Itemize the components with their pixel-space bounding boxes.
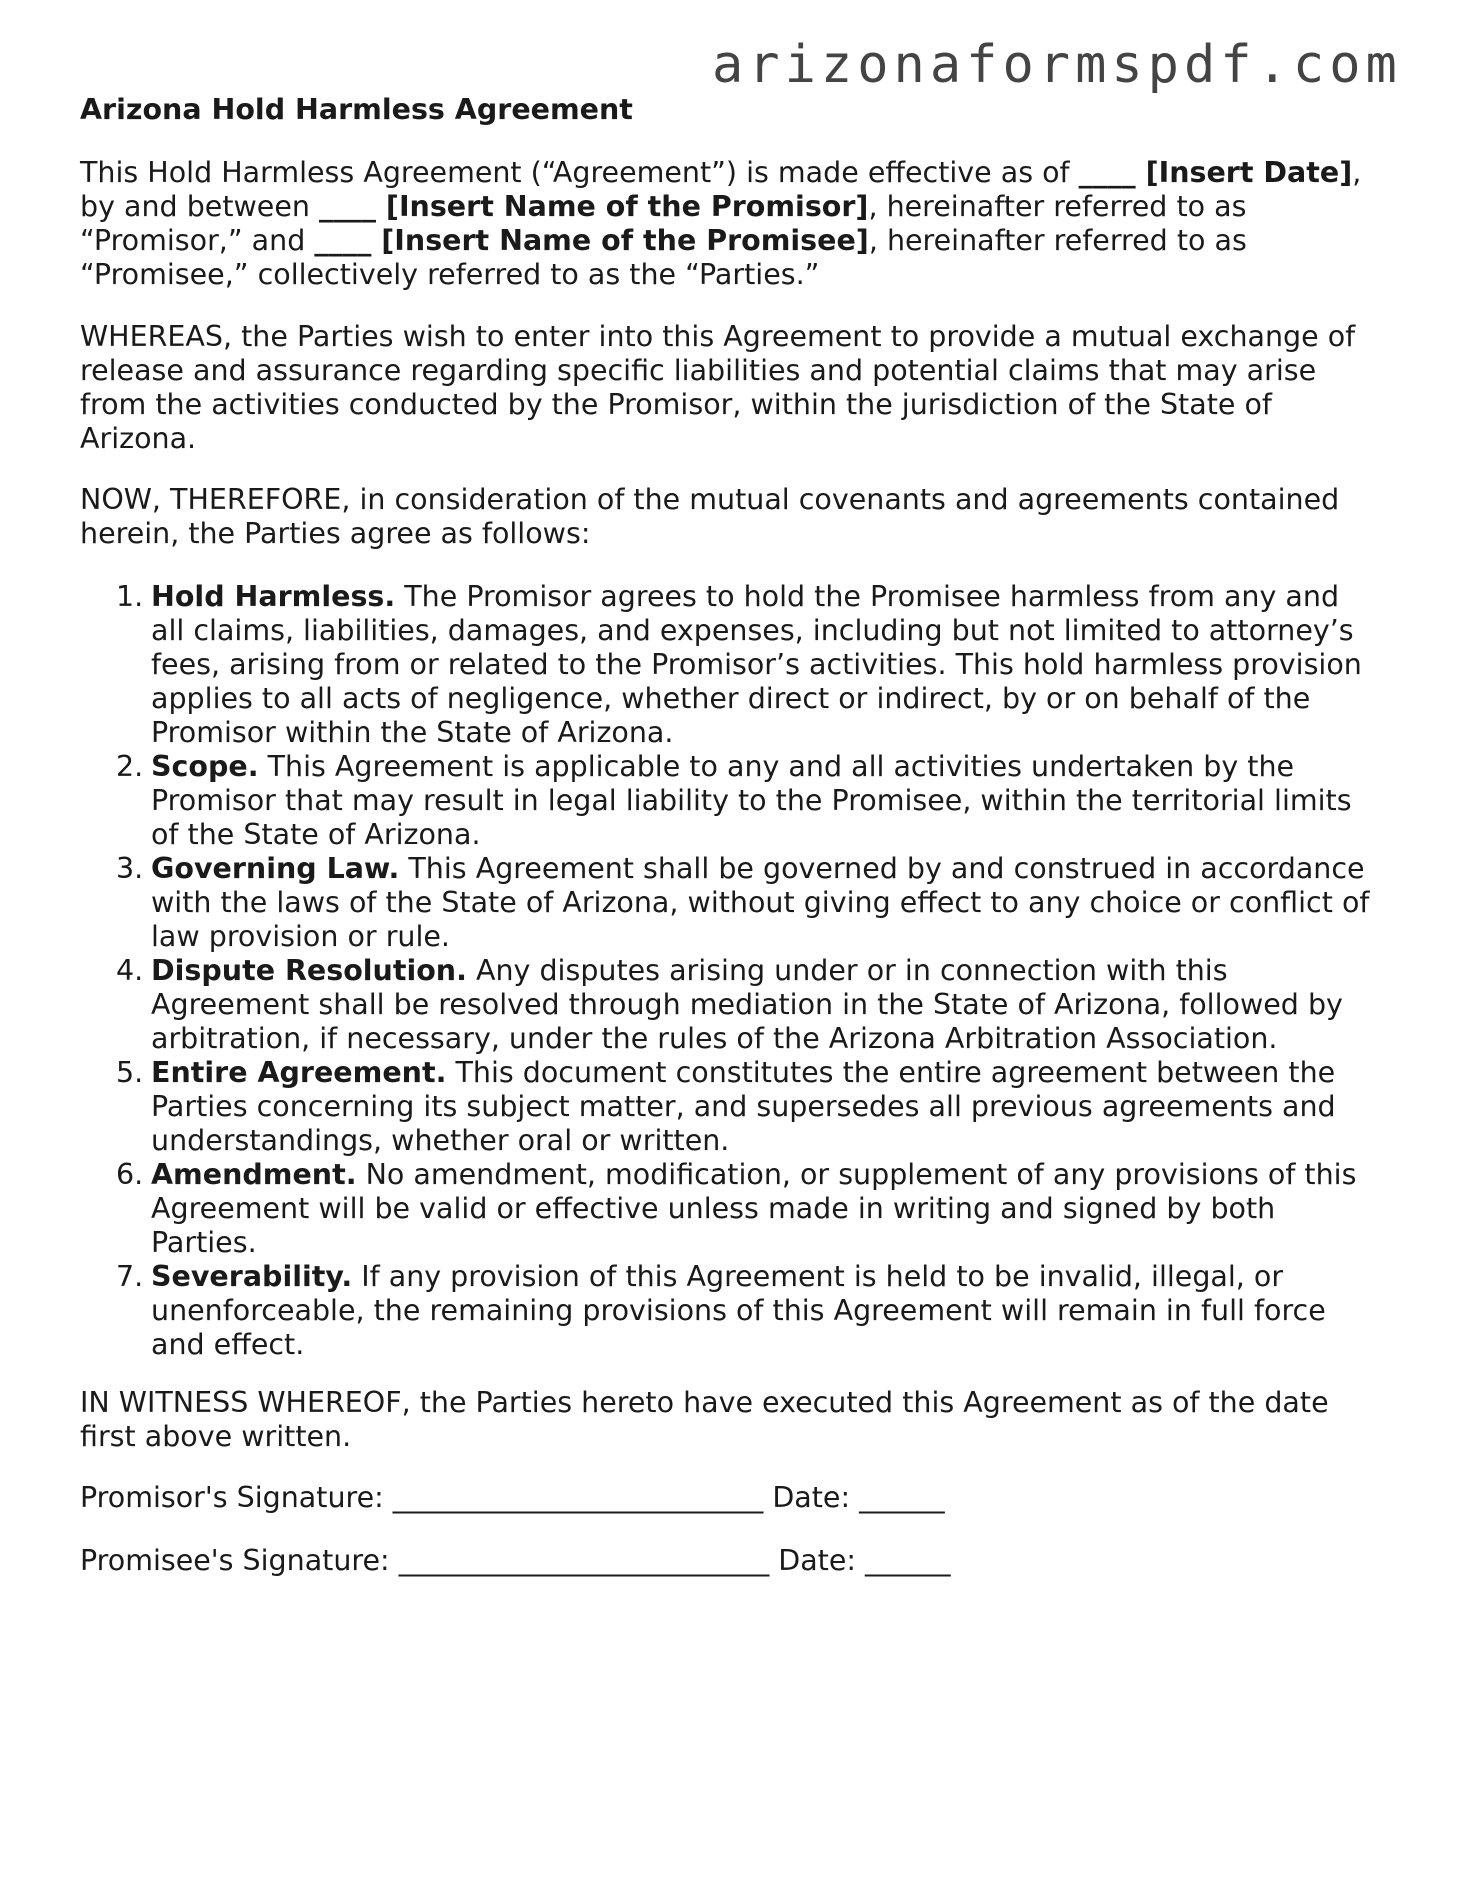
intro-text-2: , by and between [80, 156, 1362, 223]
clause-item [80, 750, 1380, 852]
clause-item [80, 580, 1380, 750]
clause-list [80, 580, 1380, 1362]
witness-paragraph: IN WITNESS WHEREOF, the Parties hereto have executed this Agreement as of the date first above written. [80, 1386, 1329, 1453]
intro-text-4: , hereinafter referred to as “Promisee,” collectively referred to as the “Parties.” [80, 224, 1247, 291]
whereas-paragraph: WHEREAS, the Parties wish to enter into this Agreement to provide a mutual exchange of release and assurance regarding specific liabilities and potential claims that may arise from the activities conducted by the Promisor, within the jurisdiction of the State of Arizona. [80, 320, 1356, 455]
promisor-placeholder: ____ [Insert Name of the Promisor] [319, 190, 869, 223]
clause-item [80, 954, 1380, 1056]
clause-text: This Agreement is applicable to any and all activities undertaken by the Promisor that may result in legal liability to the Promisee, within the territorial limits of the State of Arizona. [151, 750, 1352, 851]
clause-heading: Scope. [151, 750, 259, 783]
clause-item [80, 1056, 1380, 1158]
promisee-placeholder: ____ [Insert Name of the Promisee] [314, 224, 869, 257]
clause-heading: Entire Agreement. [151, 1056, 447, 1089]
promisor-signature-line: Promisor's Signature: __________________________ Date: ______ [80, 1481, 945, 1514]
intro-paragraph [80, 156, 1380, 292]
now-therefore-paragraph: NOW, THEREFORE, in consideration of the mutual covenants and agreements contained herein, the Parties agree as follows: [80, 483, 1340, 550]
clause-heading: Governing Law. [151, 852, 400, 885]
clause-text: This document constitutes the entire agreement between the Parties concerning its subject matter, and supersedes all previous agreements and understandings, whether oral or written. [151, 1056, 1336, 1157]
clause-text: The Promisor agrees to hold the Promisee harmless from any and all claims, liabilities, damages, and expenses, including but not limited to attorney’s fees, arising from or related to the Promisor’s activities. This hold harmless provision applies to all acts of negligence, whether direct or indirect, by or on behalf of the Promisor within the State of Arizona. [151, 580, 1362, 749]
clause-number: 5. [116, 1056, 144, 1089]
clause-item [80, 1260, 1380, 1362]
promisee-signature-line: Promisee's Signature: __________________________ Date: ______ [80, 1544, 951, 1577]
clause-number: 4. [116, 954, 144, 987]
clause-item [80, 852, 1380, 954]
clause-item [80, 1158, 1380, 1260]
clause-heading: Amendment. [151, 1158, 357, 1191]
date-placeholder: ____ [Insert Date] [1078, 156, 1353, 189]
clause-heading: Severability. [151, 1260, 353, 1293]
clause-number: 7. [116, 1260, 144, 1293]
intro-text-1: This Hold Harmless Agreement (“Agreement”) is made effective as of [80, 156, 1079, 189]
clause-heading: Hold Harmless. [151, 580, 396, 613]
intro-text-3: , hereinafter referred to as “Promisor,” and [80, 190, 1247, 257]
clause-text: Any disputes arising under or in connection with this Agreement shall be resolved through mediation in the State of Arizona, followed by arbitration, if necessary, under the rules of the Arizona Arbitration Association. [151, 954, 1343, 1055]
watermark: arizonaformspdf.com [712, 35, 1402, 95]
clause-text: No amendment, modification, or supplement of any provisions of this Agreement will be valid or effective unless made in writing and signed by both Parties. [151, 1158, 1357, 1259]
clause-heading: Dispute Resolution. [151, 954, 467, 987]
document-title: Arizona Hold Harmless Agreement [80, 93, 633, 126]
clause-number: 6. [116, 1158, 144, 1191]
clause-text: This Agreement shall be governed by and construed in accordance with the laws of the State of Arizona, without giving effect to any choice or conflict of law provision or rule. [151, 852, 1370, 953]
clause-text: If any provision of this Agreement is held to be invalid, illegal, or unenforceable, the remaining provisions of this Agreement will remain in full force and effect. [151, 1260, 1326, 1361]
clause-number: 1. [116, 580, 144, 613]
clause-number: 2. [116, 750, 144, 783]
clause-number: 3. [116, 852, 144, 885]
